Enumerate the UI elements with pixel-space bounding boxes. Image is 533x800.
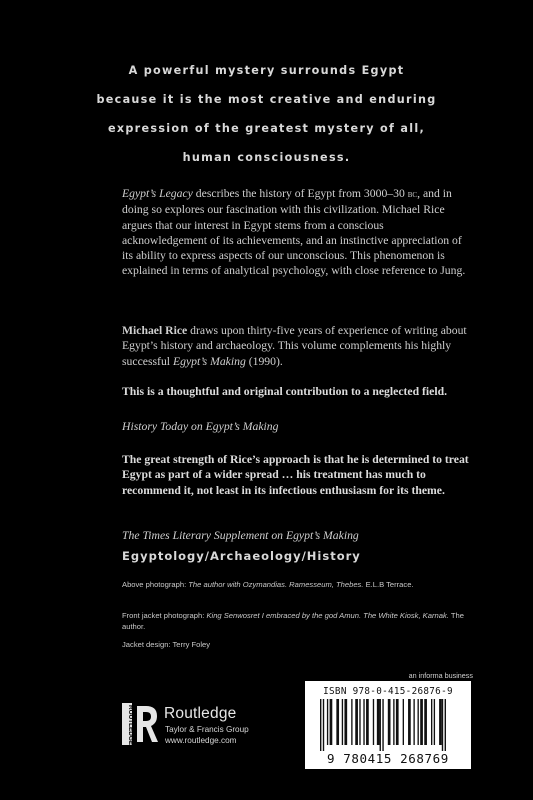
author-paragraph	[122, 323, 470, 376]
barcode-bar	[439, 699, 442, 745]
barcode-guard-bar	[382, 699, 383, 751]
author-text: draws upon thirty-five years of experience of writing about Egypt’s history and archaeology. This volume complements his highly successful	[122, 324, 467, 368]
barcode-bar	[403, 699, 404, 745]
author-name: Michael Rice	[122, 324, 188, 337]
barcode-bar	[363, 699, 364, 745]
routledge-logo	[122, 703, 282, 747]
barcode-guard-bar	[380, 699, 381, 751]
headline-tagline	[40, 56, 493, 172]
barcode-bar	[330, 699, 333, 745]
barcode-bar	[393, 699, 394, 745]
publisher-group: Taylor & Francis Group	[165, 725, 249, 734]
previous-book-title: Egypt’s Making	[172, 354, 246, 368]
description-paragraph	[122, 186, 470, 279]
barcode-graphic	[314, 699, 462, 751]
barcode-bar	[373, 699, 374, 745]
routledge-r-icon	[135, 703, 159, 745]
isbn-barcode-panel	[305, 681, 471, 769]
barcode-bar	[366, 699, 369, 745]
barcode-bar	[434, 699, 435, 745]
isbn-label: ISBN 978-0-415-26876-9	[323, 686, 453, 697]
barcode-bar	[327, 699, 328, 745]
barcode-bar	[413, 699, 414, 745]
barcode-guard-bar	[323, 699, 324, 751]
jacket-design-credit: Jacket design: Terry Foley	[122, 640, 211, 649]
barcode-bar	[351, 699, 352, 745]
barcode-digits: 9 780415 268769	[327, 751, 449, 766]
review-source-2: The Times Literary Supplement on Egypt’s Making	[122, 529, 359, 542]
book-description	[122, 186, 470, 286]
headline-line: human consciousness.	[182, 151, 351, 164]
barcode-bar	[420, 699, 423, 745]
routledge-spine-mark	[122, 703, 135, 746]
barcode-bar	[408, 699, 411, 745]
description-text: , and in doing so explores our fascination with this civilization. Michael Rice argues that our interest in Egypt stems from a conscious acknowledgement of its achievements, and an instinctive appreciation of its ability to express aspects of our unconscious. This phenomenon is explained in terms of analytical psychology, with close reference to Jung.	[122, 187, 466, 278]
jacket-photo-credit: Front jacket photograph: King Senwosret I embraced by the god Amun. The White Kiosk, Karnak. The author.	[122, 611, 464, 631]
review-quote-2: The great strength of Rice’s approach is that he is determined to treat Egypt as part of a wider spread … his treatment has much to recommend it, not least in its infectious enthusiasm for its theme.	[122, 453, 469, 497]
barcode-guard-bar	[442, 699, 443, 751]
review-quote-1: This is a thoughtful and original contribution to a neglected field.	[122, 385, 448, 398]
publisher-name: Routledge	[164, 705, 237, 722]
barcode-bar	[431, 699, 432, 745]
barcode-bar	[388, 699, 391, 745]
era-label: bc	[407, 189, 418, 200]
barcode-bar	[377, 699, 380, 745]
author-text: (1990).	[245, 354, 283, 368]
barcode-bar	[359, 699, 360, 745]
headline-line: because it is the most creative and enduring	[96, 93, 437, 106]
barcode-bar	[418, 699, 419, 745]
barcode-guard-bar	[445, 699, 446, 751]
subject-category: Egyptology/Archaeology/History	[122, 549, 361, 563]
barcode-bar	[336, 699, 339, 745]
headline-line: A powerful mystery surrounds Egypt	[128, 64, 405, 77]
informa-tagline: an informa business	[408, 671, 473, 680]
book-title: Egypt’s Legacy	[122, 187, 193, 200]
barcode-bar	[344, 699, 347, 745]
barcode-guard-bar	[320, 699, 321, 751]
description-text: describes the history of Egypt from 3000–30	[192, 187, 408, 200]
barcode-bar	[424, 699, 427, 745]
spine-mark-text: ROUTLEDGE	[127, 705, 135, 746]
headline-line: expression of the greatest mystery of all,	[107, 122, 426, 135]
barcode-bar	[396, 699, 399, 745]
review-source-1: History Today on Egypt’s Making	[122, 420, 279, 433]
photo-credit: Above photograph: The author with Ozymandias. Ramesseum, Thebes. E.L.B Terrace.	[122, 580, 414, 589]
barcode-bar	[342, 699, 343, 745]
barcode-bar	[355, 699, 358, 745]
publisher-url: www.routledge.com	[165, 736, 237, 745]
